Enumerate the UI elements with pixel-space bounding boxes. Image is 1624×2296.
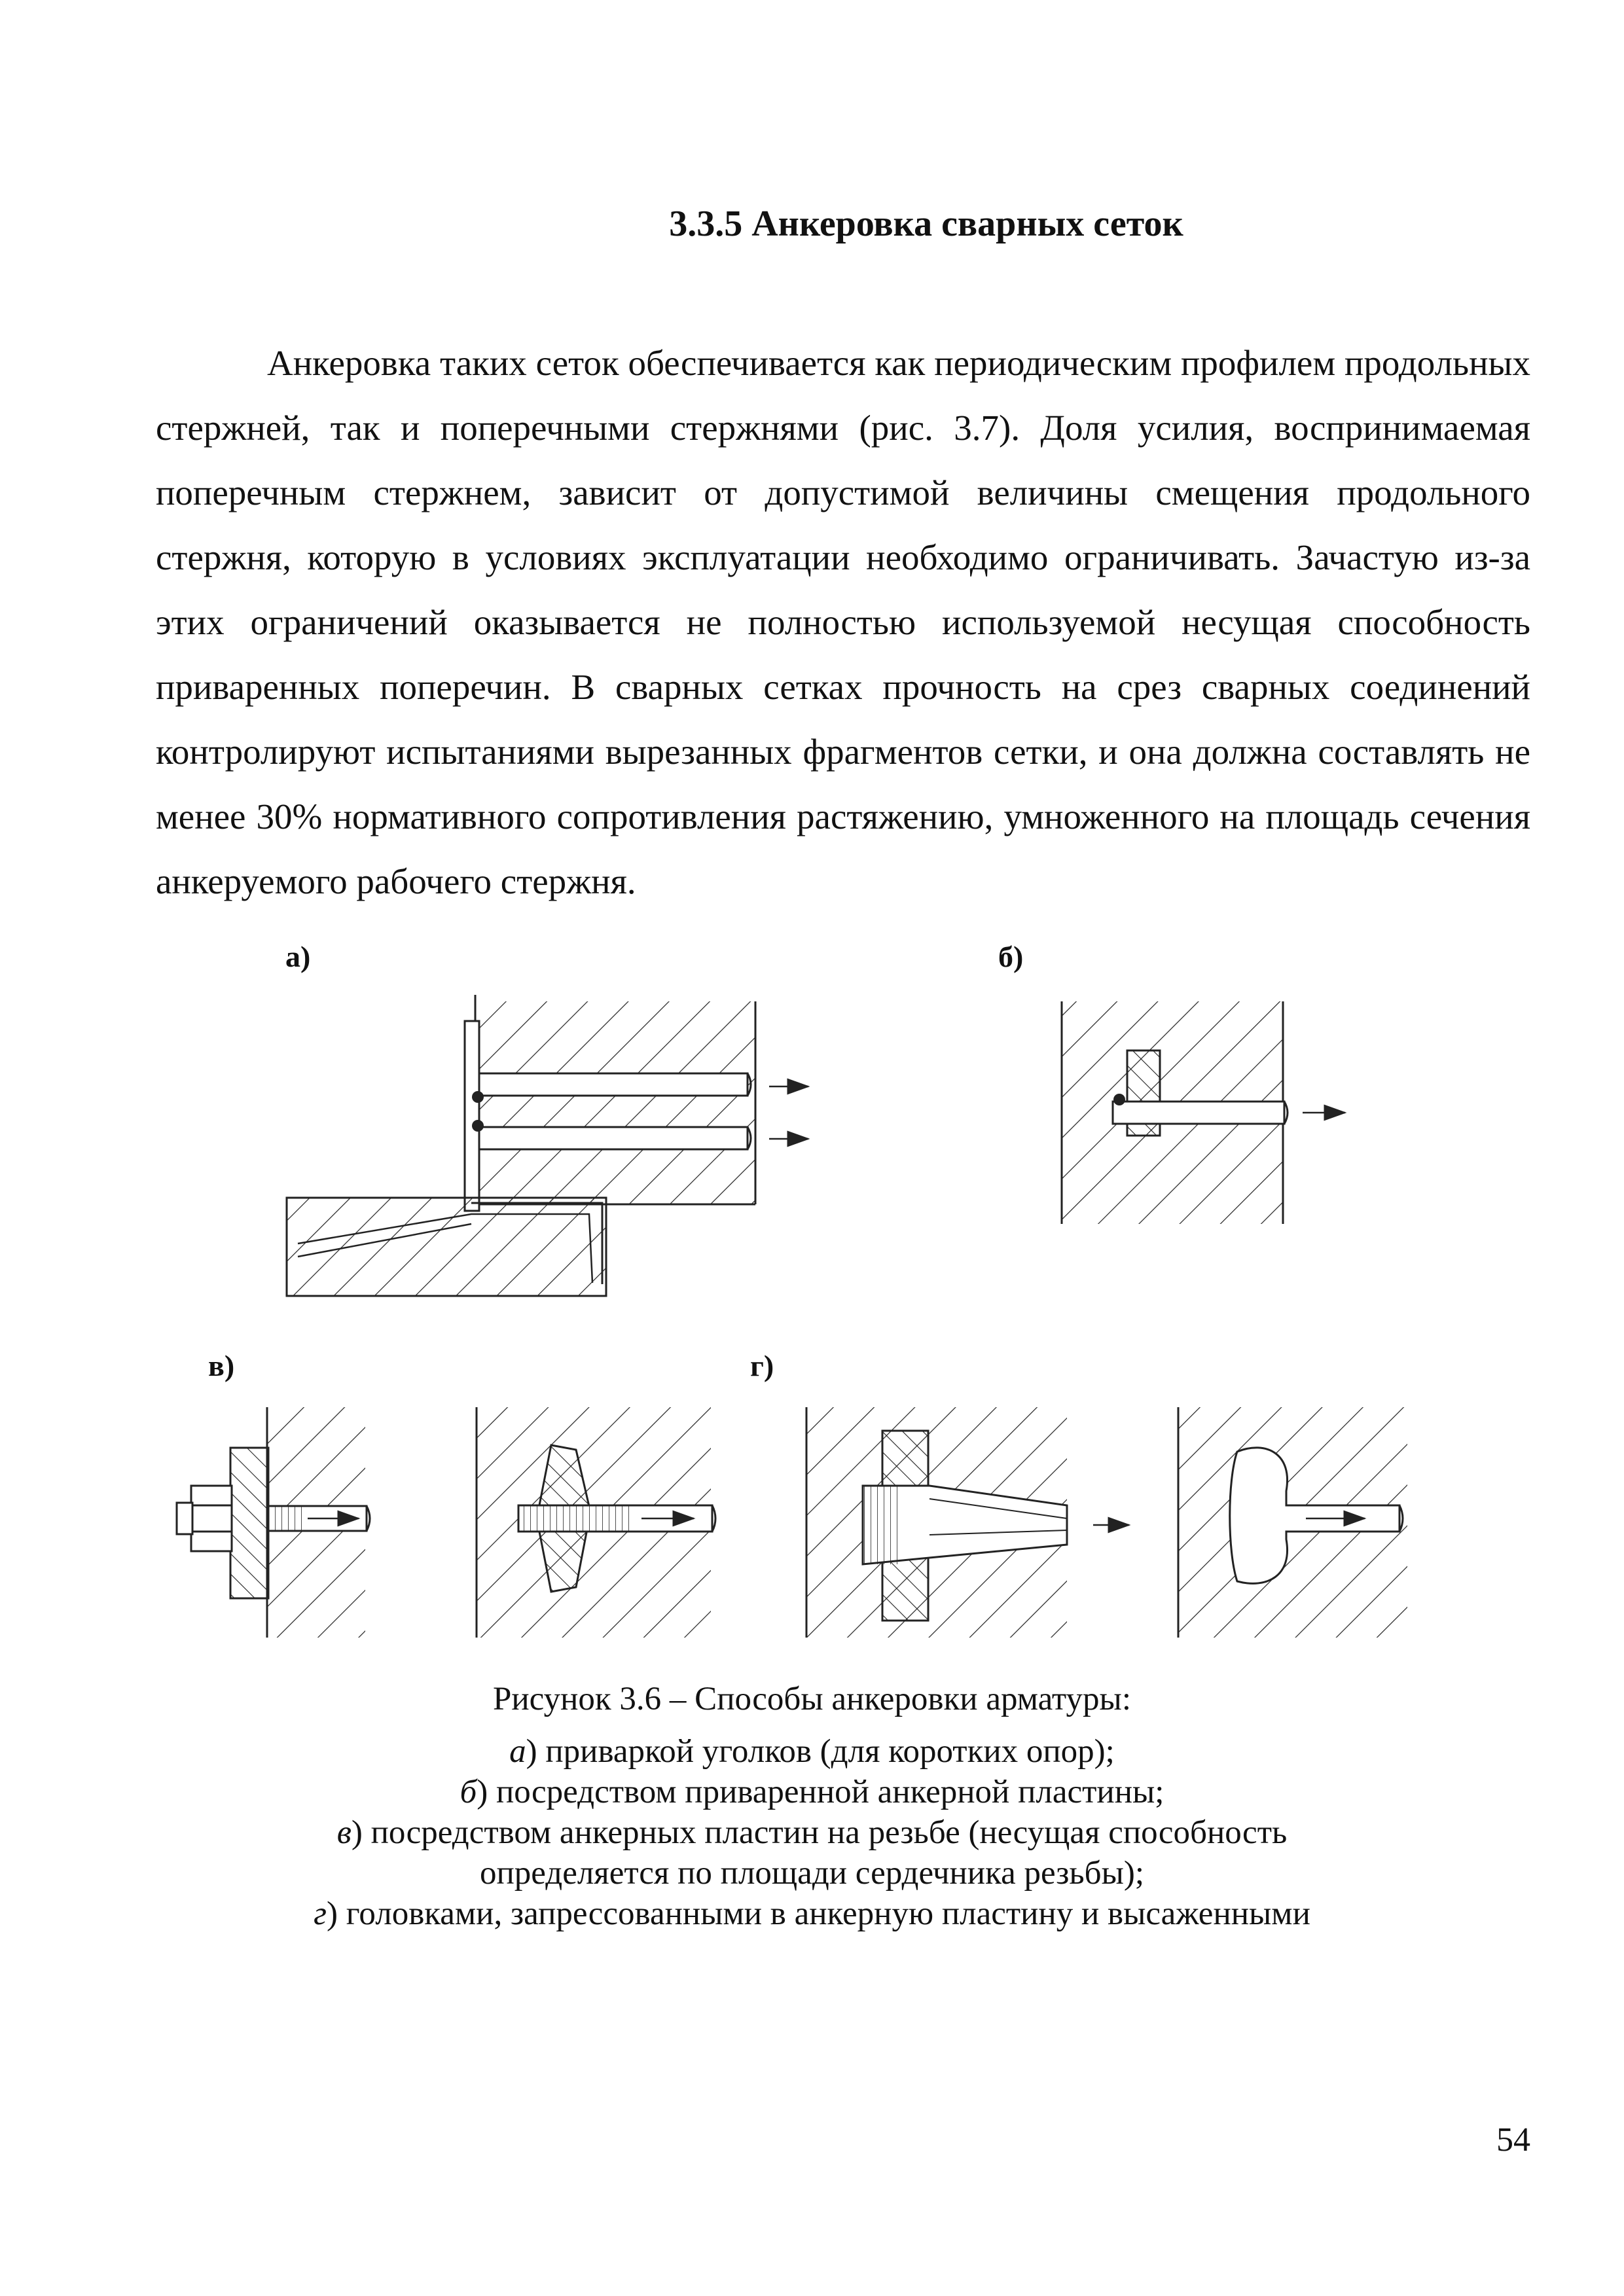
page-number: 54: [1496, 2121, 1530, 2159]
caption-title: Рисунок 3.6 – Способы анкеровки арматуры:: [492, 1681, 1131, 1717]
panel-a-drawing: [287, 995, 808, 1296]
figure-caption: [0, 1679, 1624, 1934]
panel-label-g: г): [750, 1349, 774, 1382]
panel-b-drawing: [1062, 1001, 1345, 1224]
panel-v-nut-drawing: [177, 1407, 370, 1638]
panel-label-a: а): [285, 940, 311, 973]
panel-label-b: б): [998, 940, 1024, 973]
caption-item-v: в) посредством анкерных пластин на резьбе (несущая способность: [336, 1814, 1288, 1851]
panel-v-plate-drawing: [477, 1407, 715, 1638]
caption-item-v-cont: определяется по площади сердечника резьбы);: [479, 1855, 1145, 1892]
paragraph: Анкеровка таких сеток обеспечивается как периодическим профилем продольных стержней, так и поперечными стержнями (рис. 3.7). Доля усилия, воспринимаемая поперечным стержнем, зависит от допустимой величины смещения продольного стержня, которую в условиях эксплуатации необходимо ограничивать. Зачастую из-за этих ограничений оказывается не полностью используемой несущая способность приваренных поперечин. В сварных сетках прочность на срез сварных соединений контролируют испытаниями вырезанных фрагментов сетки, и она должна составлять не менее 30% нормативного сопротивления растяжению, умноженного на площадь сечения анкеруемого рабочего стержня.: [156, 343, 1530, 901]
caption-item-b: б) посредством приваренной анкерной пластины;: [460, 1774, 1164, 1810]
panel-g-upset-drawing: [1178, 1407, 1407, 1638]
caption-item-a: а) приваркой уголков (для коротких опор);: [509, 1733, 1115, 1770]
panel-label-v: в): [208, 1349, 235, 1382]
caption-item-g: г) головками, запрессованными в анкерную пластину и высаженными: [314, 1895, 1310, 1932]
section-heading: 3.3.5 Анкеровка сварных сеток: [669, 204, 1183, 244]
panel-g-pressed-drawing: [806, 1407, 1129, 1638]
